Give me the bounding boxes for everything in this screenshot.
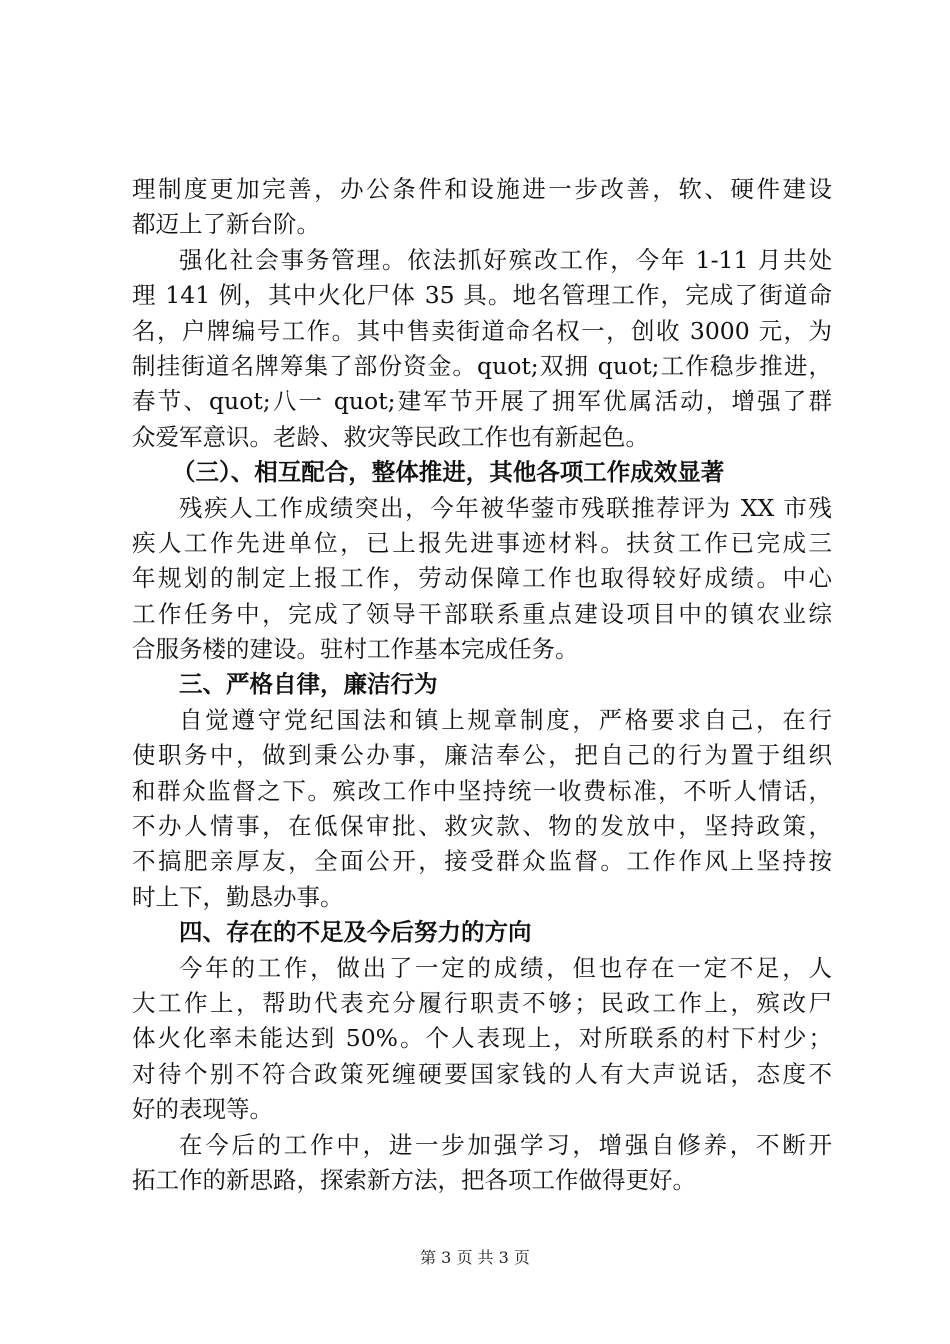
paragraph-start-line: 自觉遵守党纪国法和镇上规章制度，严格要求自己，在行	[179, 705, 832, 734]
paragraph-start-line: 今年的工作，做出了一定的成绩，但也存在一定不足，人	[179, 953, 832, 982]
body-line: 春节、quot;八一 quot;建军节开展了拥军优属活动，增强了群	[132, 387, 832, 416]
body-line: 疾人工作先进单位，已上报先进事迹材料。扶贫工作已完成三	[132, 528, 832, 557]
body-line: 合服务楼的建设。驻村工作基本完成任务。	[132, 635, 579, 664]
page-footer: 第 3 页 共 3 页	[420, 1248, 530, 1267]
body-line: 使职务中，做到秉公办事，廉洁奉公，把自己的行为置于组织	[132, 741, 832, 770]
body-line: 理制度更加完善，办公条件和设施进一步改善，软、硬件建设	[132, 175, 832, 203]
body-line: 不办人情事，在低保审批、救灾款、物的发放中，坚持政策，	[132, 812, 832, 841]
body-line: 体火化率未能达到 50%。个人表现上，对所联系的村下村少；	[132, 1024, 832, 1053]
paragraph-start-line: 残疾人工作成绩突出，今年被华蓥市残联推荐评为 XX 市残	[179, 493, 832, 522]
body-line: 大工作上，帮助代表充分履行职责不够；民政工作上，殡改尸	[132, 988, 832, 1017]
section-heading: 三、严格自律，廉洁行为	[179, 670, 438, 699]
body-line: 工作任务中，完成了领导干部联系重点建设项目中的镇农业综	[132, 599, 832, 628]
paragraph-start-line: 强化社会事务管理。依法抓好殡改工作，今年 1-11 月共处	[179, 245, 832, 274]
document-body	[132, 172, 832, 1198]
body-line: 不搞肥亲厚友，全面公开，接受群众监督。工作作风上坚持按	[132, 847, 832, 876]
body-line: 年规划的制定上报工作，劳动保障工作也取得较好成绩。中心	[132, 564, 832, 593]
body-line: 名，户牌编号工作。其中售卖街道命名权一，创收 3000 元，为	[132, 316, 832, 345]
body-line: 时上下，勤恳办事。	[132, 882, 344, 911]
body-line: 对待个别不符合政策死缠硬要国家钱的人有大声说话，态度不	[132, 1059, 832, 1088]
body-line: 理 141 例，其中火化尸体 35 具。地名管理工作，完成了街道命	[132, 281, 832, 310]
body-line: 制挂街道名牌筹集了部份资金。quot;双拥 quot;工作稳步推进，	[132, 351, 832, 380]
paragraph-start-line: 在今后的工作中，进一步加强学习，增强自修养，不断开	[179, 1130, 832, 1159]
body-line: 众爱军意识。老龄、救灾等民政工作也有新起色。	[132, 422, 649, 451]
section-heading: 四、存在的不足及今后努力的方向	[179, 918, 532, 947]
body-line: 好的表现等。	[132, 1095, 273, 1124]
body-line: 都迈上了新台阶。	[132, 210, 320, 239]
body-line: 拓工作的新思路，探索新方法，把各项工作做得更好。	[132, 1165, 696, 1194]
section-heading: （三）、相互配合，整体推进，其他各项工作成效显著	[172, 458, 725, 487]
body-line: 和群众监督之下。殡改工作中坚持统一收费标准，不听人情话，	[132, 776, 832, 805]
